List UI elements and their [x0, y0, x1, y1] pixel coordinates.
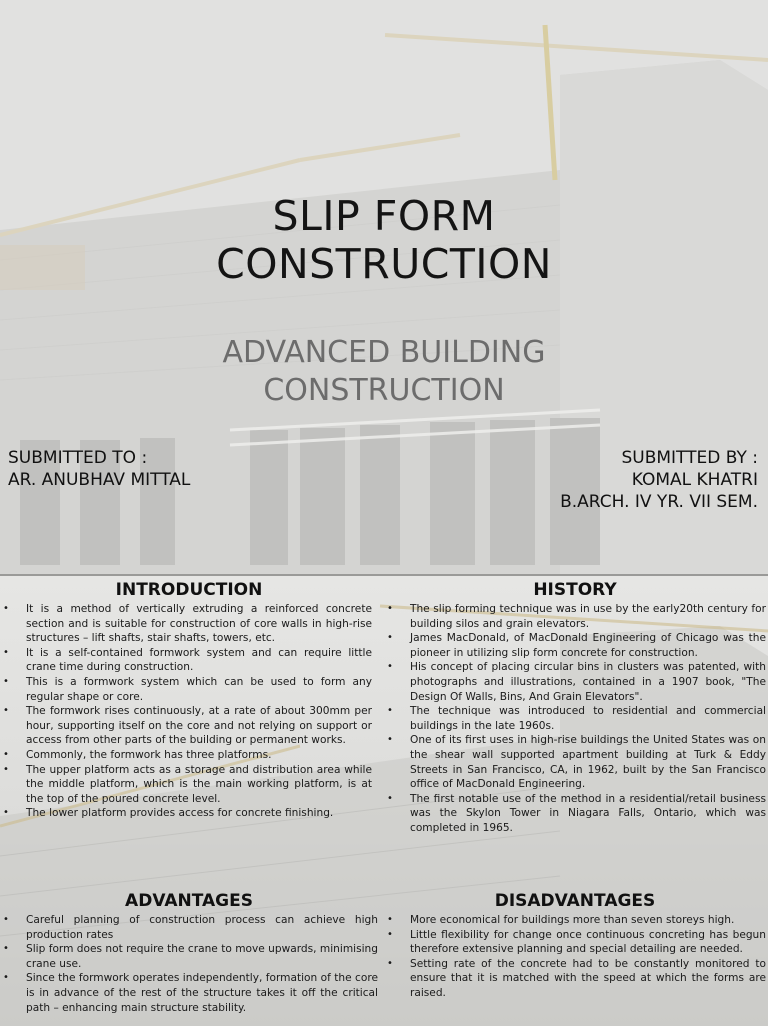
list-item: • Since the formwork operates independently, formation of the core is in advance of the rest of the structure takes it off the critical path – enhancing main structure stability. — [0, 971, 378, 1015]
introduction-heading: INTRODUCTION — [115, 580, 263, 600]
submitted-to-name: AR. ANUBHAV MITTAL — [8, 470, 191, 490]
introduction-list — [0, 602, 378, 821]
advantages-heading: ADVANTAGES — [125, 891, 253, 911]
presentation-title — [0, 192, 768, 288]
disadvantages-list — [384, 913, 766, 1001]
submitted-by-name: KOMAL KHATRI — [631, 470, 758, 490]
list-item: • James MacDonald, of MacDonald Engineering of Chicago was the pioneer in utilizing slip form concrete for construction. — [384, 631, 766, 660]
submitted-by-label: SUBMITTED BY : — [621, 448, 758, 468]
list-item: • The lower platform provides access for concrete finishing. — [0, 806, 372, 821]
introduction-section — [0, 580, 378, 821]
list-item: • Setting rate of the concrete had to be constantly monitored to ensure that it is matched with the speed at which the forms are raised. — [384, 957, 766, 1001]
list-item: • One of its first uses in high-rise buildings the United States was on the shear wall supported apartment building at Turk & Eddy Streets in San Francisco, CA, in 1962, built by the San Francisco office of MacDonald Engineering. — [384, 733, 766, 791]
advantages-list — [0, 913, 378, 1015]
subtitle-line-2: CONSTRUCTION — [263, 373, 505, 408]
history-heading: HISTORY — [533, 580, 617, 600]
submitted-by-class: B.ARCH. IV YR. VII SEM. — [560, 492, 758, 512]
list-item: • The slip forming technique was in use by the early20th century for building silos and grain elevators. — [384, 602, 766, 631]
history-section — [384, 580, 766, 836]
presentation-subtitle — [0, 334, 768, 410]
list-item: • The first notable use of the method in a residential/retail business was the Skylon Tower in Niagara Falls, Ontario, which was completed in 1965. — [384, 792, 766, 836]
submitted-to-block — [8, 447, 190, 491]
disadvantages-heading: DISADVANTAGES — [494, 891, 656, 911]
list-item: • It is a method of vertically extruding a reinforced concrete section and is suitable for construction of core walls in high-rise structures – lift shafts, stair shafts, towers, etc. — [0, 602, 372, 646]
list-item: • The formwork rises continuously, at a rate of about 300mm per hour, supporting itself on the core and not relying on support or access from other parts of the building or permanent works. — [0, 704, 372, 748]
advantages-section — [0, 891, 378, 1015]
subtitle-line-1: ADVANCED BUILDING — [222, 335, 546, 370]
submitted-by-block — [560, 447, 758, 513]
list-item: • Little flexibility for change once continuous concreting has begun therefore extensive planning and special detailing are needed. — [384, 928, 766, 957]
title-line-1: SLIP FORM — [272, 192, 496, 240]
list-item: • Careful planning of construction process can achieve high production rates — [0, 913, 378, 942]
list-item: • His concept of placing circular bins in clusters was patented, with photographs and illustrations, contained in a 1907 book, "The Design Of Walls, Bins, And Grain Elevators". — [384, 660, 766, 704]
submitted-to-label: SUBMITTED TO : — [8, 448, 148, 468]
list-item: • It is a self-contained formwork system and can require little crane time during construction. — [0, 646, 372, 675]
title-line-2: CONSTRUCTION — [216, 240, 552, 288]
disadvantages-section — [384, 891, 766, 1001]
list-item: • The technique was introduced to residential and commercial buildings in the late 1960s. — [384, 704, 766, 733]
history-list — [384, 602, 766, 836]
list-item: • This is a formwork system which can be used to form any regular shape or core. — [0, 675, 372, 704]
list-item: • More economical for buildings more than seven storeys high. — [384, 913, 766, 928]
list-item: • Commonly, the formwork has three platforms. — [0, 748, 372, 763]
list-item: • Slip form does not require the crane to move upwards, minimising crane use. — [0, 942, 378, 971]
list-item: • The upper platform acts as a storage and distribution area while the middle platform, which is the main working platform, is at the top of the poured concrete level. — [0, 763, 372, 807]
